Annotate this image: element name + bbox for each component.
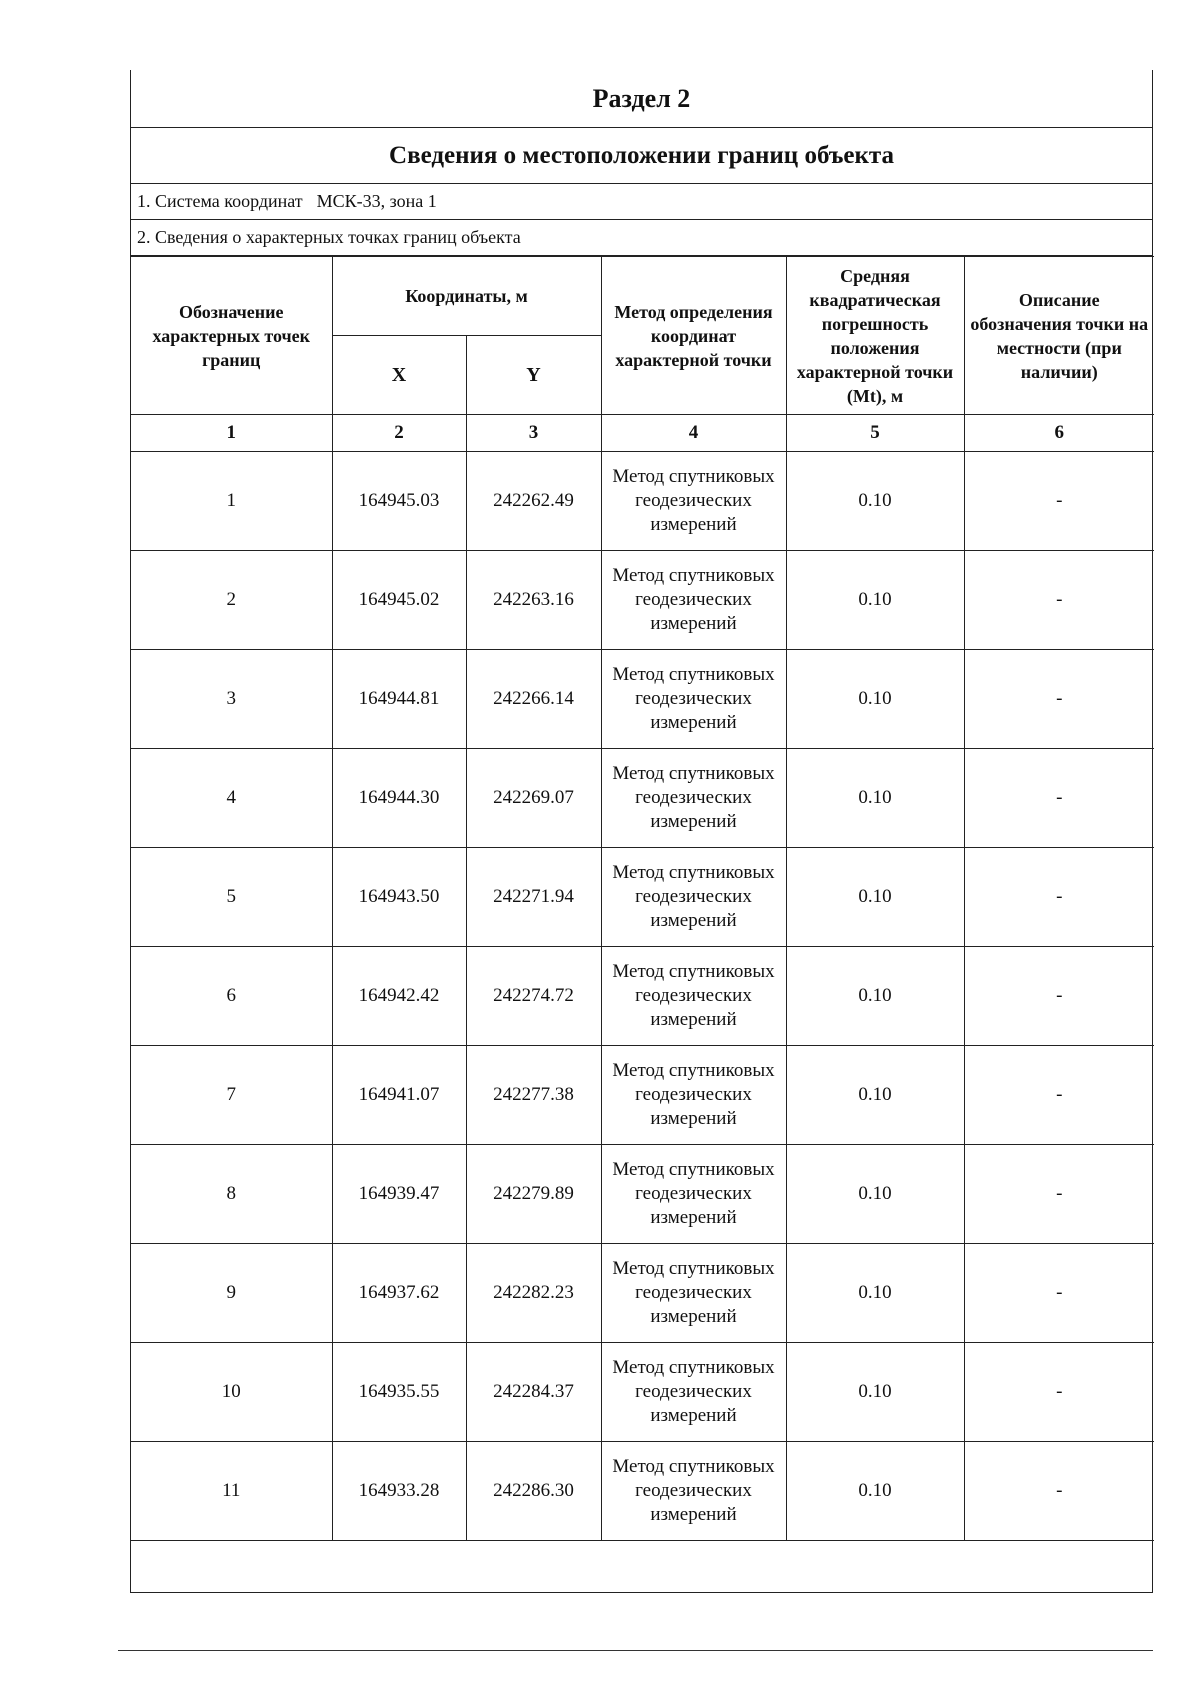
column-number: 2 — [332, 415, 466, 452]
description-cell: - — [964, 848, 1154, 947]
object-title: Сведения о местоположении границ объекта — [131, 128, 1152, 184]
header-error: Средняя квадратическая погрешность положения характерной точки (Mt), м — [786, 257, 964, 415]
point-cell: 1 — [131, 452, 332, 551]
table-row — [131, 452, 1154, 551]
header-point: Обозначение характерных точек границ — [131, 257, 332, 415]
x-cell: 164945.03 — [332, 452, 466, 551]
table-row — [131, 947, 1154, 1046]
y-cell: 242269.07 — [466, 749, 601, 848]
y-cell: 242266.14 — [466, 650, 601, 749]
coord-system-value: МСК-33, зона 1 — [316, 191, 437, 211]
x-cell: 164939.47 — [332, 1145, 466, 1244]
x-cell: 164944.30 — [332, 749, 466, 848]
error-cell: 0.10 — [786, 1343, 964, 1442]
column-number: 4 — [601, 415, 786, 452]
description-cell: - — [964, 749, 1154, 848]
method-cell: Метод спутниковых геодезических измерений — [601, 749, 786, 848]
header-x: X — [332, 336, 466, 415]
error-cell: 0.10 — [786, 1145, 964, 1244]
x-cell: 164944.81 — [332, 650, 466, 749]
point-cell: 2 — [131, 551, 332, 650]
point-cell: 8 — [131, 1145, 332, 1244]
column-number: 3 — [466, 415, 601, 452]
error-cell: 0.10 — [786, 1046, 964, 1145]
description-cell: - — [964, 551, 1154, 650]
table-row — [131, 1145, 1154, 1244]
coord-system-label: 1. Система координат — [137, 191, 303, 211]
y-cell: 242282.23 — [466, 1244, 601, 1343]
error-cell: 0.10 — [786, 749, 964, 848]
coord-system-row — [131, 184, 1152, 220]
header-description: Описание обозначения точки на местности (при наличии) — [964, 257, 1154, 415]
description-cell: - — [964, 1343, 1154, 1442]
table-footer-row — [131, 1541, 1152, 1593]
error-cell: 0.10 — [786, 1442, 964, 1541]
point-cell: 11 — [131, 1442, 332, 1541]
error-cell: 0.10 — [786, 551, 964, 650]
point-cell: 5 — [131, 848, 332, 947]
x-cell: 164945.02 — [332, 551, 466, 650]
point-cell: 4 — [131, 749, 332, 848]
table-body — [131, 452, 1154, 1541]
method-cell: Метод спутниковых геодезических измерений — [601, 650, 786, 749]
error-cell: 0.10 — [786, 947, 964, 1046]
y-cell: 242274.72 — [466, 947, 601, 1046]
method-cell: Метод спутниковых геодезических измерений — [601, 1046, 786, 1145]
y-cell: 242262.49 — [466, 452, 601, 551]
header-coords: Координаты, м — [332, 257, 601, 336]
description-cell: - — [964, 1046, 1154, 1145]
error-cell: 0.10 — [786, 650, 964, 749]
y-cell: 242271.94 — [466, 848, 601, 947]
y-cell: 242279.89 — [466, 1145, 601, 1244]
x-cell: 164941.07 — [332, 1046, 466, 1145]
description-cell: - — [964, 452, 1154, 551]
method-cell: Метод спутниковых геодезических измерений — [601, 1244, 786, 1343]
y-cell: 242277.38 — [466, 1046, 601, 1145]
method-cell: Метод спутниковых геодезических измерений — [601, 1343, 786, 1442]
points-info-row: 2. Сведения о характерных точках границ объекта — [131, 220, 1152, 256]
header-y: Y — [466, 336, 601, 415]
point-cell: 6 — [131, 947, 332, 1046]
point-cell: 10 — [131, 1343, 332, 1442]
x-cell: 164937.62 — [332, 1244, 466, 1343]
table-row — [131, 551, 1154, 650]
table-row — [131, 749, 1154, 848]
point-cell: 9 — [131, 1244, 332, 1343]
x-cell: 164933.28 — [332, 1442, 466, 1541]
description-cell: - — [964, 650, 1154, 749]
description-cell: - — [964, 1244, 1154, 1343]
header-method: Метод определения координат характерной точки — [601, 257, 786, 415]
section-title: Раздел 2 — [131, 70, 1152, 128]
method-cell: Метод спутниковых геодезических измерений — [601, 947, 786, 1046]
column-number: 5 — [786, 415, 964, 452]
boundary-points-table — [131, 256, 1154, 1541]
x-cell: 164935.55 — [332, 1343, 466, 1442]
description-cell: - — [964, 1145, 1154, 1244]
error-cell: 0.10 — [786, 848, 964, 947]
method-cell: Метод спутниковых геодезических измерений — [601, 1442, 786, 1541]
y-cell: 242284.37 — [466, 1343, 601, 1442]
error-cell: 0.10 — [786, 1244, 964, 1343]
description-cell: - — [964, 1442, 1154, 1541]
table-row — [131, 650, 1154, 749]
x-cell: 164943.50 — [332, 848, 466, 947]
x-cell: 164942.42 — [332, 947, 466, 1046]
description-cell: - — [964, 947, 1154, 1046]
y-cell: 242263.16 — [466, 551, 601, 650]
y-cell: 242286.30 — [466, 1442, 601, 1541]
method-cell: Метод спутниковых геодезических измерений — [601, 848, 786, 947]
table-row — [131, 848, 1154, 947]
column-number: 6 — [964, 415, 1154, 452]
column-number: 1 — [131, 415, 332, 452]
method-cell: Метод спутниковых геодезических измерений — [601, 452, 786, 551]
page-bottom-rule — [118, 1650, 1153, 1651]
point-cell: 7 — [131, 1046, 332, 1145]
point-cell: 3 — [131, 650, 332, 749]
error-cell: 0.10 — [786, 452, 964, 551]
table-row — [131, 1343, 1154, 1442]
method-cell: Метод спутниковых геодезических измерений — [601, 1145, 786, 1244]
table-row — [131, 1046, 1154, 1145]
document-sheet — [130, 70, 1153, 1593]
table-row — [131, 1244, 1154, 1343]
table-row — [131, 1442, 1154, 1541]
method-cell: Метод спутниковых геодезических измерений — [601, 551, 786, 650]
